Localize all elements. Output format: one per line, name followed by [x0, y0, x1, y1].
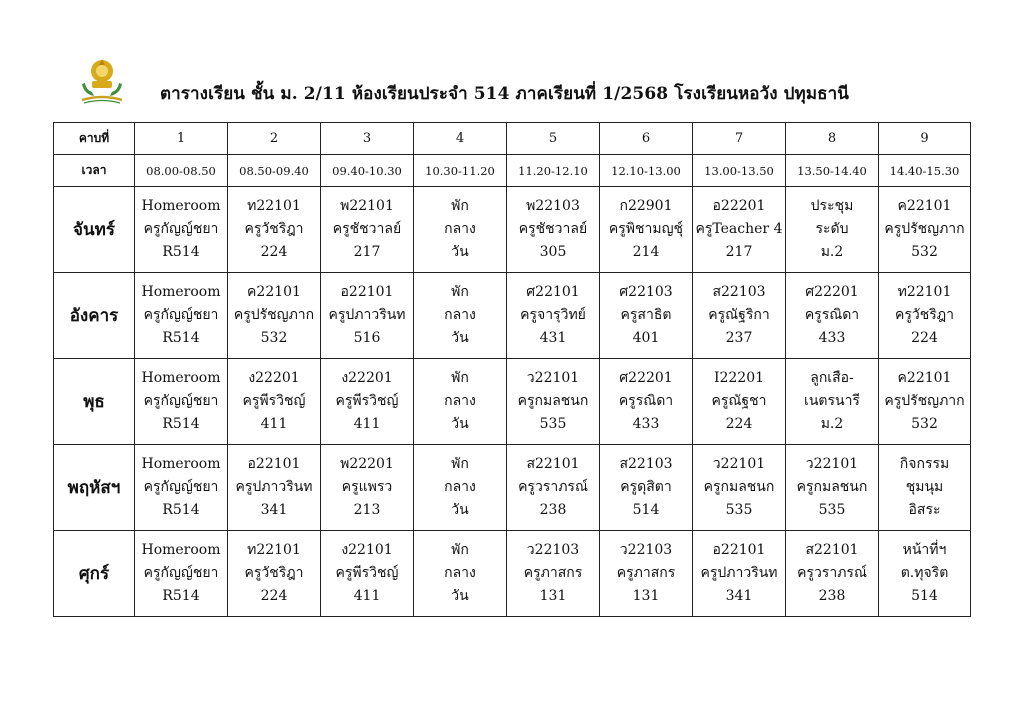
teacher-name: ครูชัชวาลย์ [518, 221, 588, 237]
room-number: 213 [353, 502, 381, 518]
teacher-name: ครูวัชริฎา [244, 565, 304, 581]
class-cell [135, 187, 228, 273]
teacher-name: ครูปภาวรินท [700, 565, 778, 581]
subject-code: ว22103 [526, 542, 580, 558]
teacher-name: กลาง [444, 565, 476, 581]
teacher-name: ครูณัฐชา [711, 393, 767, 409]
teacher-name: ครูกัญญ์ชยา [143, 393, 219, 409]
room-number: 131 [539, 588, 567, 604]
subject-code: พ22101 [340, 198, 394, 214]
teacher-name: ครูกัญญ์ชยา [143, 479, 219, 495]
teacher-name: ครูวัชริฎา [244, 221, 304, 237]
room-number: R514 [162, 588, 200, 604]
period-number: 7 [693, 123, 786, 155]
subject-code: Homeroom [141, 284, 221, 300]
room-number: 411 [260, 416, 288, 432]
room-number: ม.2 [820, 416, 844, 432]
period-number: 6 [600, 123, 693, 155]
day-name: พฤหัสฯ [54, 445, 135, 531]
class-cell [507, 531, 600, 617]
day-row [54, 359, 971, 445]
page-title: ตารางเรียน ชั้น ม. 2/11 ห้องเรียนประจำ 514 ภาคเรียนที่ 1/2568 โรงเรียนหอวัง ปทุมธานี [160, 84, 850, 104]
period-label: คาบที่ [54, 123, 135, 155]
teacher-name: กลาง [444, 479, 476, 495]
teacher-name: ครูกัญญ์ชยา [143, 221, 219, 237]
period-time: 08.50-09.40 [228, 155, 321, 187]
teacher-name: ครูปรัชญภาก [884, 221, 965, 237]
class-cell [228, 273, 321, 359]
room-number: 131 [632, 588, 660, 604]
room-number: 535 [818, 502, 846, 518]
room-number: วัน [451, 416, 469, 432]
teacher-name: กลาง [444, 307, 476, 323]
period-number: 4 [414, 123, 507, 155]
teacher-name: ครูดุสิตา [620, 479, 672, 495]
class-cell [135, 359, 228, 445]
subject-code: ศ22101 [526, 284, 580, 300]
room-number: วัน [451, 502, 469, 518]
class-cell [321, 359, 414, 445]
room-number: 214 [632, 244, 660, 260]
teacher-name: ครูปรัชญภาก [884, 393, 965, 409]
room-number: 224 [911, 330, 938, 346]
period-time: 11.20-12.10 [507, 155, 600, 187]
class-cell [693, 531, 786, 617]
class-cell [414, 273, 507, 359]
subject-code: พัก [451, 542, 469, 558]
class-cell [879, 187, 971, 273]
day-row [54, 273, 971, 359]
class-cell [786, 273, 879, 359]
period-time: 10.30-11.20 [414, 155, 507, 187]
room-number: 516 [353, 330, 381, 346]
teacher-name: ชุมนุม [905, 479, 944, 495]
subject-code: พัก [451, 284, 469, 300]
room-number: 341 [725, 588, 753, 604]
subject-code: ส22101 [805, 542, 859, 558]
room-number: 514 [911, 588, 938, 604]
period-time: 14.40-15.30 [879, 155, 971, 187]
room-number: 535 [725, 502, 753, 518]
period-number: 9 [879, 123, 971, 155]
room-number: 532 [911, 416, 938, 432]
class-cell [693, 273, 786, 359]
subject-code: พ22103 [526, 198, 580, 214]
teacher-name: ระดับ [815, 221, 849, 237]
class-cell [228, 531, 321, 617]
teacher-name: ครูTeacher 4 [695, 221, 783, 237]
class-cell [786, 359, 879, 445]
subject-code: ง22201 [341, 370, 393, 386]
class-cell [414, 445, 507, 531]
room-number: ม.2 [820, 244, 844, 260]
subject-code: ศ22103 [619, 284, 673, 300]
subject-code: ส22103 [619, 456, 673, 472]
class-cell [135, 531, 228, 617]
class-cell [879, 359, 971, 445]
class-cell [600, 531, 693, 617]
subject-code: ท22101 [247, 198, 301, 214]
class-cell [135, 445, 228, 531]
class-cell [693, 359, 786, 445]
subject-code: ค22101 [897, 370, 952, 386]
class-cell [414, 359, 507, 445]
period-time: 08.00-08.50 [135, 155, 228, 187]
subject-code: ศ22201 [619, 370, 673, 386]
class-cell [414, 187, 507, 273]
teacher-name: ครูภาสกร [523, 565, 583, 581]
room-number: 305 [539, 244, 567, 260]
teacher-name: ครูวราภรณ์ [797, 565, 867, 581]
teacher-name: กลาง [444, 393, 476, 409]
subject-code: พ22201 [340, 456, 394, 472]
period-number: 5 [507, 123, 600, 155]
room-number: 224 [725, 416, 753, 432]
teacher-name: ครูรณิดา [804, 307, 860, 323]
room-number: 535 [539, 416, 567, 432]
subject-code: ก22901 [619, 198, 673, 214]
room-number: 217 [353, 244, 381, 260]
class-cell [321, 445, 414, 531]
subject-code: หน้าที่ฯ [902, 542, 947, 558]
teacher-name: ครูพีรวิชญ์ [242, 393, 306, 409]
class-cell [600, 359, 693, 445]
class-cell [321, 187, 414, 273]
teacher-name: ครูปภาวรินท [328, 307, 406, 323]
subject-code: ท22101 [897, 284, 952, 300]
teacher-name: ครูกัญญ์ชยา [143, 565, 219, 581]
subject-code: ค22101 [897, 198, 952, 214]
room-number: 532 [260, 330, 288, 346]
period-number: 1 [135, 123, 228, 155]
class-cell [228, 445, 321, 531]
subject-code: พัก [451, 370, 469, 386]
class-cell [786, 187, 879, 273]
class-cell [507, 445, 600, 531]
subject-code: ว22103 [619, 542, 673, 558]
teacher-name: ต.ทุจริต [900, 565, 949, 581]
time-header-row [54, 155, 971, 187]
day-name: อังคาร [54, 273, 135, 359]
class-cell [228, 187, 321, 273]
room-number: 411 [353, 416, 381, 432]
room-number: วัน [451, 588, 469, 604]
class-cell [693, 445, 786, 531]
class-cell [600, 273, 693, 359]
subject-code: Homeroom [141, 198, 221, 214]
class-cell [135, 273, 228, 359]
room-number: 433 [818, 330, 846, 346]
class-cell [879, 273, 971, 359]
subject-code: ศ22201 [805, 284, 859, 300]
subject-code: I22201 [713, 370, 765, 386]
class-cell [228, 359, 321, 445]
teacher-name: ครูรณิดา [618, 393, 674, 409]
period-time: 13.00-13.50 [693, 155, 786, 187]
class-cell [600, 187, 693, 273]
subject-code: กิจกรรม [899, 456, 950, 472]
teacher-name: ครูปรัชญภาก [233, 307, 315, 323]
room-number: R514 [162, 502, 200, 518]
class-cell [507, 187, 600, 273]
subject-code: ส22101 [526, 456, 580, 472]
teacher-name: ครูกมลชนก [796, 479, 868, 495]
period-header-row [54, 123, 971, 155]
room-number: อิสระ [908, 502, 941, 518]
room-number: วัน [451, 330, 469, 346]
period-time: 13.50-14.40 [786, 155, 879, 187]
class-cell [507, 273, 600, 359]
teacher-name: ครูกมลชนก [703, 479, 775, 495]
teacher-name: ครูกัญญ์ชยา [143, 307, 219, 323]
room-number: 341 [260, 502, 288, 518]
room-number: 433 [632, 416, 660, 432]
teacher-name: เนตรนารี [804, 393, 860, 409]
day-name: ศุกร์ [54, 531, 135, 617]
room-number: 238 [818, 588, 846, 604]
period-time: 12.10-13.00 [600, 155, 693, 187]
subject-code: ว22101 [712, 456, 766, 472]
subject-code: อ22101 [340, 284, 394, 300]
teacher-name: ครูพีรวิชญ์ [335, 565, 399, 581]
room-number: 514 [632, 502, 660, 518]
subject-code: ส22103 [712, 284, 766, 300]
room-number: 217 [725, 244, 753, 260]
subject-code: Homeroom [141, 542, 221, 558]
subject-code: Homeroom [141, 456, 221, 472]
room-number: 238 [539, 502, 567, 518]
day-name: พุธ [54, 359, 135, 445]
subject-code: ประชุม [810, 198, 854, 214]
room-number: 224 [260, 588, 288, 604]
subject-code: อ22201 [712, 198, 766, 214]
day-row [54, 531, 971, 617]
timetable [53, 122, 971, 617]
class-cell [786, 531, 879, 617]
time-label: เวลา [54, 155, 135, 187]
teacher-name: ครูพิชามญชุ์ [608, 221, 684, 237]
room-number: 224 [260, 244, 288, 260]
room-number: 532 [911, 244, 938, 260]
school-emblem-icon [74, 54, 130, 106]
day-name: จันทร์ [54, 187, 135, 273]
class-cell [879, 531, 971, 617]
subject-code: ง22201 [248, 370, 300, 386]
teacher-name: ครูภาสกร [616, 565, 676, 581]
subject-code: ค22101 [247, 284, 301, 300]
subject-code: อ22101 [712, 542, 766, 558]
teacher-name: กลาง [444, 221, 476, 237]
subject-code: ลูกเสือ- [810, 370, 854, 386]
teacher-name: ครูกมลชนก [517, 393, 589, 409]
teacher-name: ครูปภาวรินท [235, 479, 313, 495]
teacher-name: ครูวราภรณ์ [518, 479, 588, 495]
period-number: 3 [321, 123, 414, 155]
room-number: R514 [162, 416, 200, 432]
teacher-name: ครูณัฐริกา [708, 307, 770, 323]
teacher-name: ครูชัชวาลย์ [332, 221, 402, 237]
class-cell [414, 531, 507, 617]
day-row [54, 445, 971, 531]
subject-code: อ22101 [247, 456, 301, 472]
teacher-name: ครูแพรว [341, 479, 393, 495]
class-cell [693, 187, 786, 273]
teacher-name: ครูจารุวิทย์ [520, 307, 586, 323]
room-number: 431 [539, 330, 567, 346]
subject-code: ว22101 [805, 456, 859, 472]
day-row [54, 187, 971, 273]
room-number: R514 [162, 330, 200, 346]
room-number: 237 [725, 330, 753, 346]
teacher-name: ครูวัชริฎา [894, 307, 955, 323]
subject-code: พัก [451, 456, 469, 472]
room-number: R514 [162, 244, 200, 260]
class-cell [786, 445, 879, 531]
class-cell [321, 531, 414, 617]
room-number: 411 [353, 588, 381, 604]
room-number: 401 [632, 330, 660, 346]
subject-code: ท22101 [247, 542, 301, 558]
class-cell [321, 273, 414, 359]
period-number: 2 [228, 123, 321, 155]
class-cell [507, 359, 600, 445]
subject-code: Homeroom [141, 370, 221, 386]
period-time: 09.40-10.30 [321, 155, 414, 187]
room-number: วัน [451, 244, 469, 260]
class-cell [879, 445, 971, 531]
period-number: 8 [786, 123, 879, 155]
teacher-name: ครูพีรวิชญ์ [335, 393, 399, 409]
subject-code: พัก [451, 198, 469, 214]
subject-code: ง22101 [341, 542, 393, 558]
class-cell [600, 445, 693, 531]
teacher-name: ครูสาธิต [620, 307, 672, 323]
subject-code: ว22101 [526, 370, 580, 386]
